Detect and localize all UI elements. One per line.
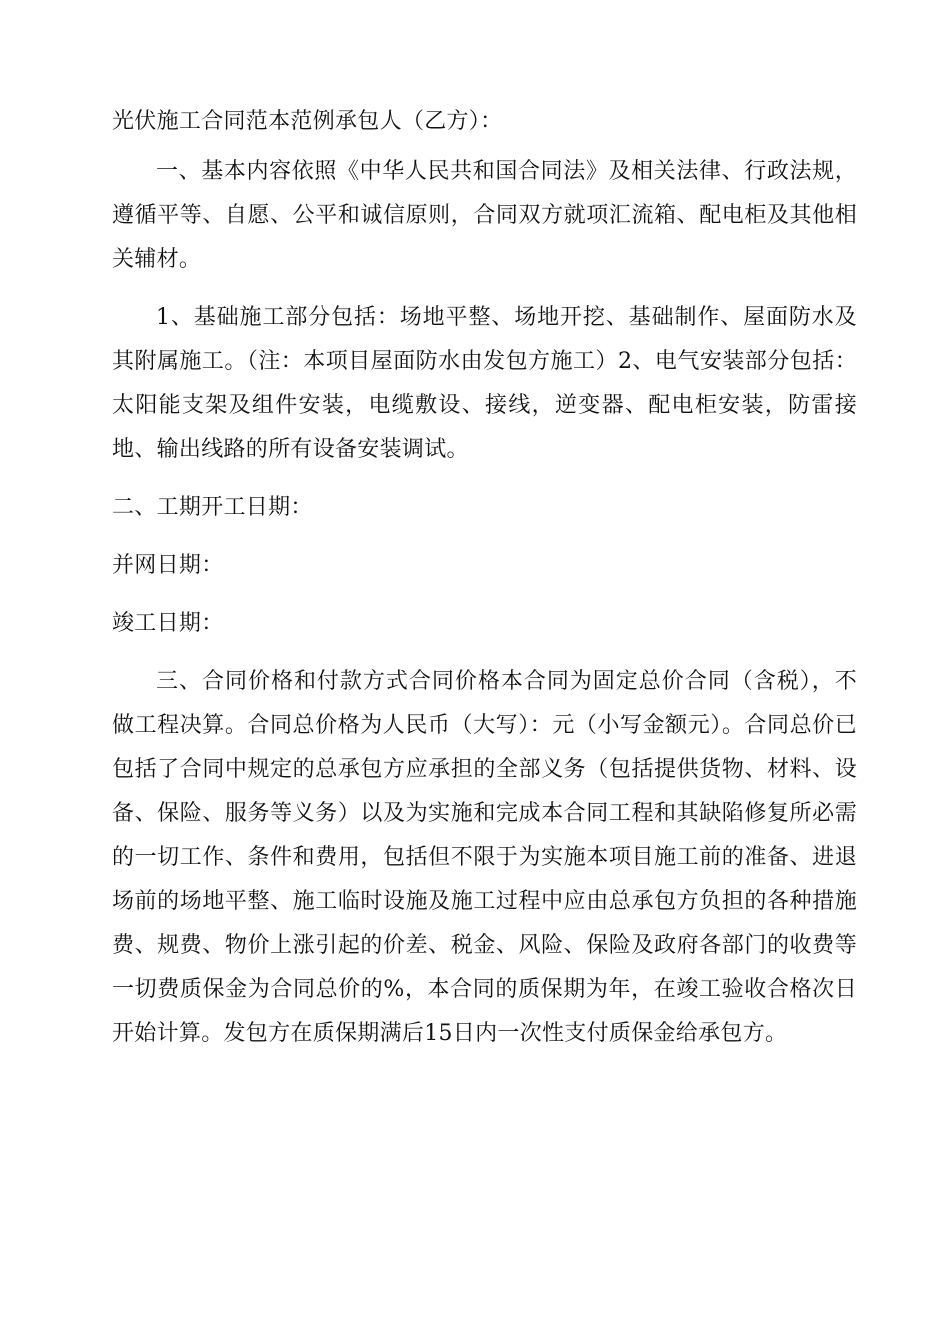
document-body	[112, 100, 857, 1056]
document-heading: 光伏施工合同范本范例承包人（乙方）：	[112, 109, 503, 134]
section-1-basic-content: 一、基本内容依照《中华人民共和国合同法》及相关法律、行政法规，遵循平等、自愿、公平和诚信原则，合同双方就项汇流箱、配电柜及其他相关辅材。	[112, 159, 857, 272]
section-1-construction-scope: 1、基础施工部分包括：场地平整、场地开挖、基础制作、屋面防水及其附属施工。（注：本项目屋面防水由发包方施工）2、电气安装部分包括：太阳能支架及组件安装，电缆敷设、接线，逆变器、配电柜安装，防雷接地、输出线路的所有设备安装调试。	[112, 305, 857, 462]
completion-date: 竣工日期：	[112, 611, 224, 636]
grid-connection-date: 并网日期：	[112, 553, 224, 578]
section-2-start-date: 二、工期开工日期：	[112, 495, 313, 520]
section-3-price-and-payment: 三、合同价格和付款方式合同价格本合同为固定总价合同（含税），不做工程决算。合同总价格为人民币（大写）：元（小写金额元）。合同总价已包括了合同中规定的总承包方应承担的全部义务（包括提供货物、材料、设备、保险、服务等义务）以及为实施和完成本合同工程和其缺陷修复所必需的一切工作、条件和费用，包括但不限于为实施本项目施工前的准备、进退场前的场地平整、施工临时设施及施工过程中应由总承包方负担的各种措施费、规费、物价上涨引起的价差、税金、风险、保险及政府各部门的收费等一切费质保金为合同总价的%，本合同的质保期为年，在竣工验收合格次日开始计算。发包方在质保期满后15日内一次性支付质保金给承包方。	[112, 669, 857, 1046]
